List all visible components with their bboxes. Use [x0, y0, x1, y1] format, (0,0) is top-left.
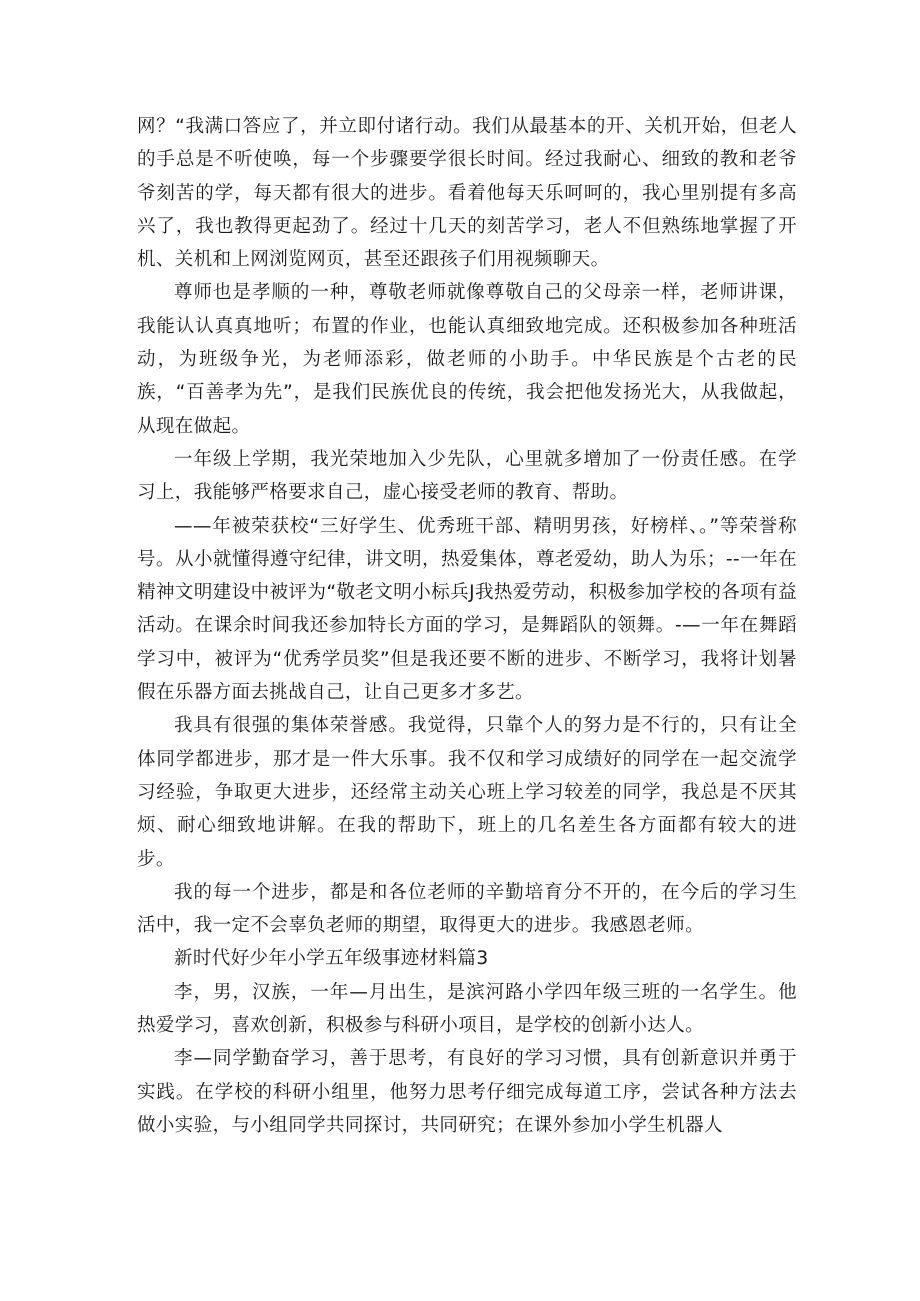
paragraph-8: 李—同学勤奋学习，善于思考，有良好的学习习惯，具有创新意识并勇于实践。在学校的科研小组里，他努力思考仔细完成每道工序，尝试各种方法去做小实验，与小组同学共同探讨，共同研究；在课外参加小学生机器人: [137, 1048, 797, 1136]
paragraph-1: 网？“我满口答应了，并立即付诸行动。我们从最基本的开、关机开始，但老人的手总是不听使唤，每一个步骤要学很长时间。经过我耐心、细致的教和老爷爷刻苦的学，每天都有很大的进步。看着他每天乐呵呵的，我心里别提有多高兴了，我也教得更起劲了。经过十几天的刻苦学习，老人不但熟练地掌握了开机、关机和上网浏览网页，甚至还跟孩子们用视频聊天。: [137, 116, 797, 271]
paragraph-5: 我具有很强的集体荣誉感。我觉得，只靠个人的努力是不行的，只有让全体同学都进步，那才是一件大乐事。我不仅和学习成绩好的同学在一起交流学习经验，争取更大进步，还经常主动关心班上学习较差的同学，我总是不厌其烦、耐心细致地讲解。在我的帮助下，班上的几名差生各方面都有较大的进步。: [137, 715, 797, 870]
document-body: [137, 110, 797, 1142]
paragraph-4: ——年被荣获校“三好学生、优秀班干部、精明男孩，好榜样、。”等荣誉称号。从小就懂得遵守纪律，讲文明，热爱集体，尊老爱幼，助人为乐；--一年在精神文明建设中被评为“敬老文明小标兵J我热爱劳动，积极参加学校的各项有益活动。在课余时间我还参加特长方面的学习，是舞蹈队的领舞。-—一年在舞蹈学习中，被评为“优秀学员奖”但是我还要不断的进步、不断学习，我将计划暑假在乐器方面去挑战自己，让自己更多才多艺。: [137, 515, 797, 704]
section-heading: 新时代好少年小学五年级事迹材料篇3: [174, 948, 489, 970]
paragraph-2: 尊师也是孝顺的一种，尊敬老师就像尊敬自己的父母亲一样，老师讲课，我能认认真真地听；布置的作业，也能认真细致地完成。还积极参加各种班活动，为班级争光，为老师添彩，做老师的小助手。中华民族是个古老的民族，“百善孝为先”，是我们民族优良的传统，我会把他发扬光大，从我做起，从现在做起。: [137, 282, 797, 437]
paragraph-3: 一年级上学期，我光荣地加入少先队，心里就多增加了一份责任感。在学习上，我能够严格要求自己，虚心接受老师的教育、帮助。: [137, 448, 797, 504]
paragraph-7: 李，男，汉族，一年—月出生，是滨河路小学四年级三班的一名学生。他热爱学习，喜欢创新，积极参与科研小项目，是学校的创新小达人。: [137, 981, 797, 1037]
paragraph-6: 我的每一个进步，都是和各位老师的辛勤培育分不开的，在今后的学习生活中，我一定不会辜负老师的期望，取得更大的进步。我感恩老师。: [137, 881, 797, 937]
